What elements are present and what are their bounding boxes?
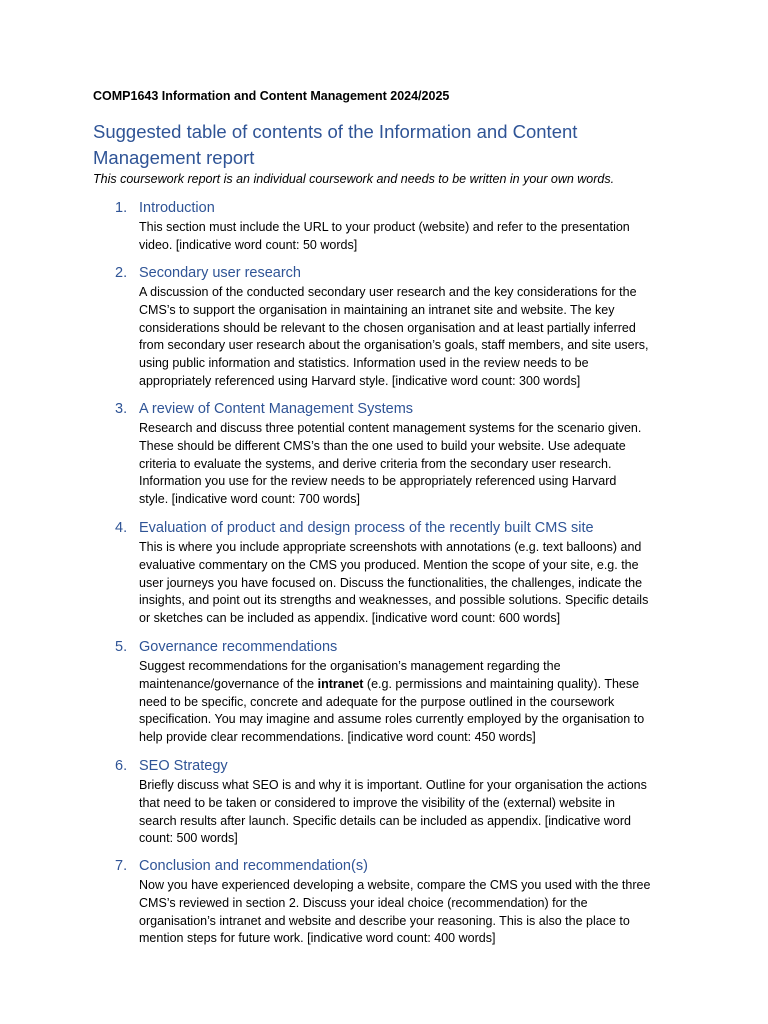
section-heading — [0, 263, 768, 283]
body-line: organisation’s intranet and website and describe your reasoning. This is also the place to — [139, 913, 630, 928]
body-line: mention steps for future work. [indicative word count: 400 words] — [139, 931, 496, 946]
body-line: criteria to evaluate the systems, and derive criteria from the secondary user research. — [139, 456, 612, 471]
section-governance — [0, 637, 768, 747]
body-line: considerations should be relevant to the chosen organisation and at least partially inferred — [139, 320, 636, 335]
section-title: Introduction — [139, 200, 215, 216]
section-body — [139, 777, 679, 848]
intro-note: This coursework report is an individual coursework and needs to be written in your own words. — [93, 172, 615, 186]
body-line: Information you use for the review needs to be appropriately referenced using Harvard — [139, 474, 617, 489]
section-body — [139, 658, 679, 747]
section-secondary-user-research — [0, 263, 768, 391]
body-line: user journeys you have focused on. Discuss the functionalities, the challenges, indicate the — [139, 575, 643, 590]
body-line: Suggest recommendations for the organisation’s management regarding the — [139, 659, 561, 673]
section-introduction — [0, 198, 768, 255]
body-line: style. [indicative word count: 700 words] — [139, 492, 360, 507]
section-number: 1. — [115, 200, 128, 216]
section-title: A review of Content Management Systems — [139, 401, 414, 417]
body-line: This section must include the URL to your product (website) and refer to the presentation — [139, 220, 630, 234]
body-line: need to be specific, concrete and adequate for the purpose outlined in the coursework — [139, 694, 615, 709]
body-line: using public information and statistics. Information used in the review needs to be — [139, 356, 589, 371]
body-line: count: 500 words] — [139, 831, 238, 846]
body-line: Research and discuss three potential content management systems for the scenario given. — [139, 421, 642, 435]
section-number: 3. — [115, 401, 128, 417]
section-number: 7. — [115, 858, 128, 874]
section-body — [139, 877, 679, 948]
section-number: 6. — [115, 758, 128, 774]
body-line: Now you have experienced developing a website, compare the CMS you used with the three — [139, 878, 651, 892]
section-body — [139, 539, 679, 628]
body-text: (e.g. permissions and maintaining quality). These — [363, 676, 640, 691]
section-cms-review — [0, 399, 768, 509]
section-number: 4. — [115, 520, 128, 536]
section-conclusion — [0, 856, 768, 948]
body-line: This is where you include appropriate screenshots with annotations (e.g. text balloons) and — [139, 540, 642, 554]
section-title: Evaluation of product and design process of the recently built CMS site — [139, 520, 594, 536]
section-product-evaluation — [0, 518, 768, 628]
section-title: SEO Strategy — [139, 758, 228, 774]
body-line: These should be different CMS’s than the one used to build your website. Use adequate — [139, 438, 626, 453]
section-title: Governance recommendations — [139, 639, 338, 655]
section-title: Secondary user research — [139, 265, 301, 281]
course-title: COMP1643 Information and Content Management 2024/2025 — [93, 89, 450, 103]
section-heading — [0, 856, 768, 876]
section-body — [139, 284, 679, 391]
report-title: Suggested table of contents of the Information and Content Management report — [93, 121, 578, 168]
body-line: or sketches can be included as appendix. [indicative word count: 600 words] — [139, 611, 561, 626]
body-line: help provide clear recommendations. [indicative word count: 450 words] — [139, 730, 536, 745]
section-number: 2. — [115, 265, 128, 281]
emphasis-text: intranet — [317, 676, 364, 691]
section-heading — [0, 756, 768, 776]
body-line: video. [indicative word count: 50 words] — [139, 237, 358, 252]
section-heading — [0, 198, 768, 218]
body-line: search results after launch. Specific details can be included as appendix. [indicative word — [139, 813, 631, 828]
body-line: specification. You may imagine and assume roles currently employed by the organisation to — [139, 712, 645, 727]
body-line: Briefly discuss what SEO is and why it is important. Outline for your organisation the actions — [139, 778, 647, 792]
section-seo-strategy — [0, 756, 768, 848]
body-line: CMS’s reviewed in section 2. Discuss your ideal choice (recommendation) for the — [139, 895, 588, 910]
body-text: maintenance/governance of the — [139, 676, 318, 691]
body-line: that need to be taken or considered to improve the visibility of the (external) website in — [139, 795, 615, 810]
section-heading — [0, 518, 768, 538]
section-body — [139, 219, 679, 255]
section-heading — [0, 399, 768, 419]
body-line: insights, and point out its strengths and weaknesses, and possible solutions. Specific details — [139, 593, 649, 608]
body-line: evaluative commentary on the CMS you produced. Mention the scope of your site, e.g. the — [139, 557, 639, 572]
body-line: appropriately referenced using Harvard style. [indicative word count: 300 words] — [139, 373, 581, 388]
section-number: 5. — [115, 639, 128, 655]
body-line: CMS’s to support the organisation in maintaining an intranet site and website. The key — [139, 302, 615, 317]
body-line: from secondary user research about the organisation’s goals, staff members, and site users, — [139, 338, 649, 353]
section-heading — [0, 637, 768, 657]
section-title: Conclusion and recommendation(s) — [139, 858, 368, 874]
body-line: A discussion of the conducted secondary user research and the key considerations for the — [139, 285, 637, 299]
section-body — [139, 420, 679, 509]
body-line — [139, 676, 679, 694]
